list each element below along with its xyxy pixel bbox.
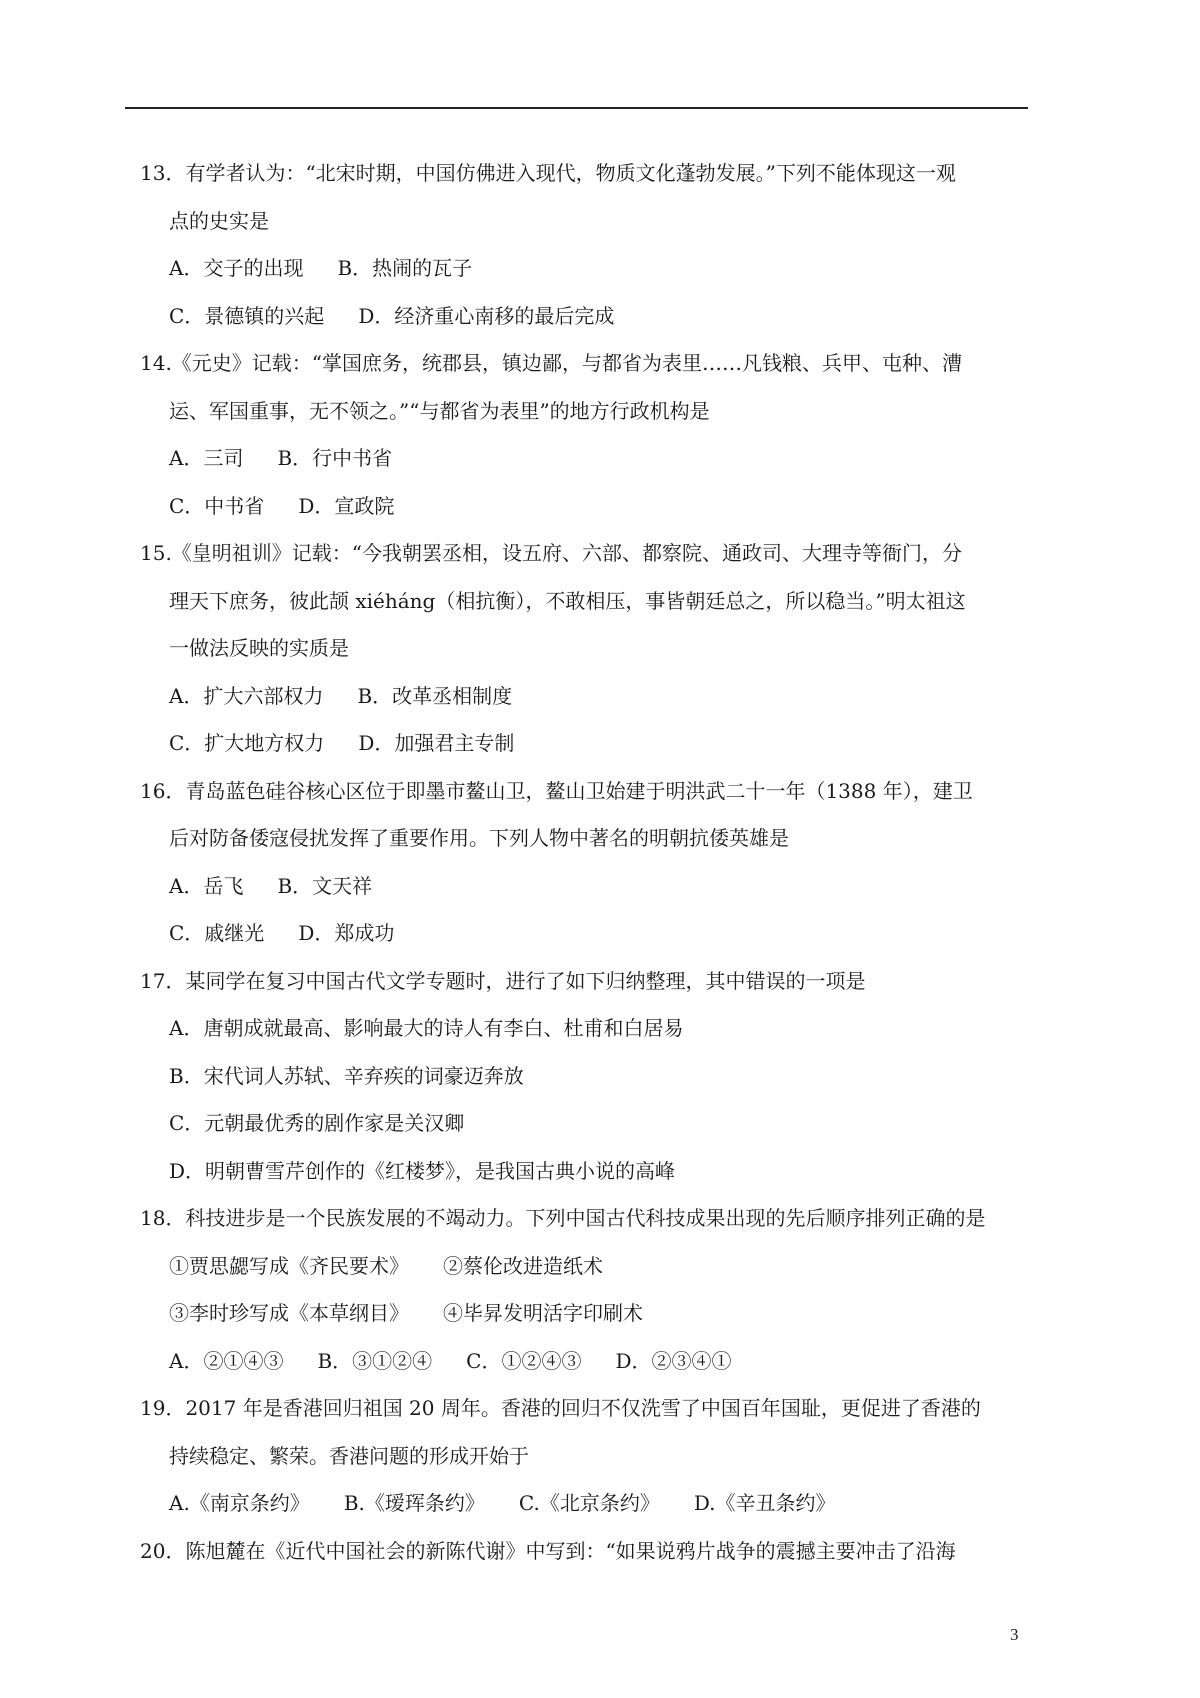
question-stem: 15.《皇明祖训》记载：“今我朝罢丞相，设五府、六部、都察院、通政司、大理寺等衙门，分 [140,541,963,565]
answer-option: ②蔡伦改进造纸术 [443,1253,603,1278]
question-stem: 14.《元史》记载：“掌国庶务，统郡县，镇边鄙，与都省为表里……凡钱粮、兵甲、屯种、漕 [140,351,963,375]
header-rule [125,107,1028,109]
answer-option: B．文天祥 [277,873,373,898]
answer-option: D.《辛丑条约》 [693,1491,836,1515]
option-row [140,1053,1040,1101]
option-row [140,1005,1040,1053]
question-block [140,1528,1040,1576]
answer-option: B．热闹的瓦子 [337,256,473,280]
question-block [140,340,1040,530]
question-stem-continuation: 点的史实是 [169,208,269,233]
answer-option: A．②①④③ [169,1348,284,1373]
answer-option: B．③①②④ [317,1348,433,1373]
question-stem-continuation: 后对防备倭寇侵扰发挥了重要作用。下列人物中著名的明朝抗倭英雄是 [169,826,789,850]
answer-option: D．经济重心南移的最后完成 [358,303,615,328]
question-stem-continuation: 持续稳定、繁荣。香港问题的形成开始于 [169,1443,529,1468]
answer-option: D．明朝曹雪芹创作的《红楼梦》，是我国古典小说的高峰 [169,1158,676,1183]
option-row [140,1290,1040,1338]
option-row [140,910,1040,958]
question-block [140,1195,1040,1385]
answer-option: B．行中书省 [277,446,393,470]
question-block [140,150,1040,340]
question-block [140,768,1040,958]
answer-option: D．加强君主专制 [358,731,515,755]
option-row [140,1148,1040,1196]
question-stem: 17．某同学在复习中国古代文学专题时，进行了如下归纳整理，其中错误的一项是 [140,968,866,993]
answer-option: C．中书省 [169,493,265,518]
answer-option: ①贾思勰写成《齐民要术》 [169,1253,409,1278]
option-row [140,1100,1040,1148]
answer-option: D．宣政院 [298,493,395,518]
option-row [140,483,1040,531]
answer-option: A．岳飞 [169,873,244,898]
answer-option: D．②③④① [615,1348,732,1373]
answer-option: A．交子的出现 [169,256,304,280]
exam-content [140,150,1040,1575]
answer-option: A．唐朝成就最高、影响最大的诗人有李白、杜甫和白居易 [169,1016,684,1040]
question-stem: 13．有学者认为：“北宋时期，中国仿佛进入现代，物质文化蓬勃发展。”下列不能体现这一观 [140,161,956,185]
question-stem-continuation: 理天下庶务，彼此颉 xiéháng（相抗衡），不敢相压，事皆朝廷总之，所以稳当。”明太祖这 [169,588,966,613]
option-row [140,863,1040,911]
answer-option: C.《北京条约》 [518,1491,660,1515]
question-stem: 19．2017 年是香港回归祖国 20 周年。香港的回归不仅洗雪了中国百年国耻，更促进了香港的 [140,1396,981,1420]
answer-option: B.《瑷珲条约》 [343,1491,485,1515]
question-stem-continuation: 一做法反映的实质是 [169,636,349,660]
question-block [140,1385,1040,1528]
option-row [140,720,1040,768]
answer-option: D．郑成功 [298,921,395,945]
answer-option: C．景德镇的兴起 [169,303,325,328]
answer-option: C．元朝最优秀的剧作家是关汉卿 [169,1111,465,1135]
question-stem-continuation: 运、军国重事，无不领之。”“与都省为表里”的地方行政机构是 [169,398,710,423]
option-row [140,1243,1040,1291]
option-row [140,293,1040,341]
question-block [140,958,1040,1196]
option-row [140,673,1040,721]
answer-option: C．戚继光 [169,921,265,945]
answer-option: A．扩大六部权力 [169,683,324,708]
option-row [140,1480,1040,1528]
question-stem: 16．青岛蓝色硅谷核心区位于即墨市鳌山卫，鳌山卫始建于明洪武二十一年（1388 年），建卫 [140,778,973,803]
question-stem: 18．科技进步是一个民族发展的不竭动力。下列中国古代科技成果出现的先后顺序排列正确的是 [140,1206,986,1230]
answer-option: C．扩大地方权力 [169,731,325,755]
option-row [140,245,1040,293]
answer-option: ④毕昇发明活字印刷术 [443,1301,643,1325]
answer-option: B．宋代词人苏轼、辛弃疾的词豪迈奔放 [169,1063,524,1088]
answer-option: C．①②④③ [466,1348,582,1373]
answer-option: B．改革丞相制度 [357,683,513,708]
answer-option: ③李时珍写成《本草纲目》 [169,1301,409,1325]
answer-option: A.《南京条约》 [169,1491,310,1515]
option-row [140,1338,1040,1386]
page-number: 3 [1010,1625,1019,1644]
option-row [140,435,1040,483]
answer-option: A．三司 [169,446,244,470]
question-stem: 20．陈旭麓在《近代中国社会的新陈代谢》中写到：“如果说鸦片战争的震撼主要冲击了沿海 [140,1538,956,1563]
question-block [140,530,1040,768]
